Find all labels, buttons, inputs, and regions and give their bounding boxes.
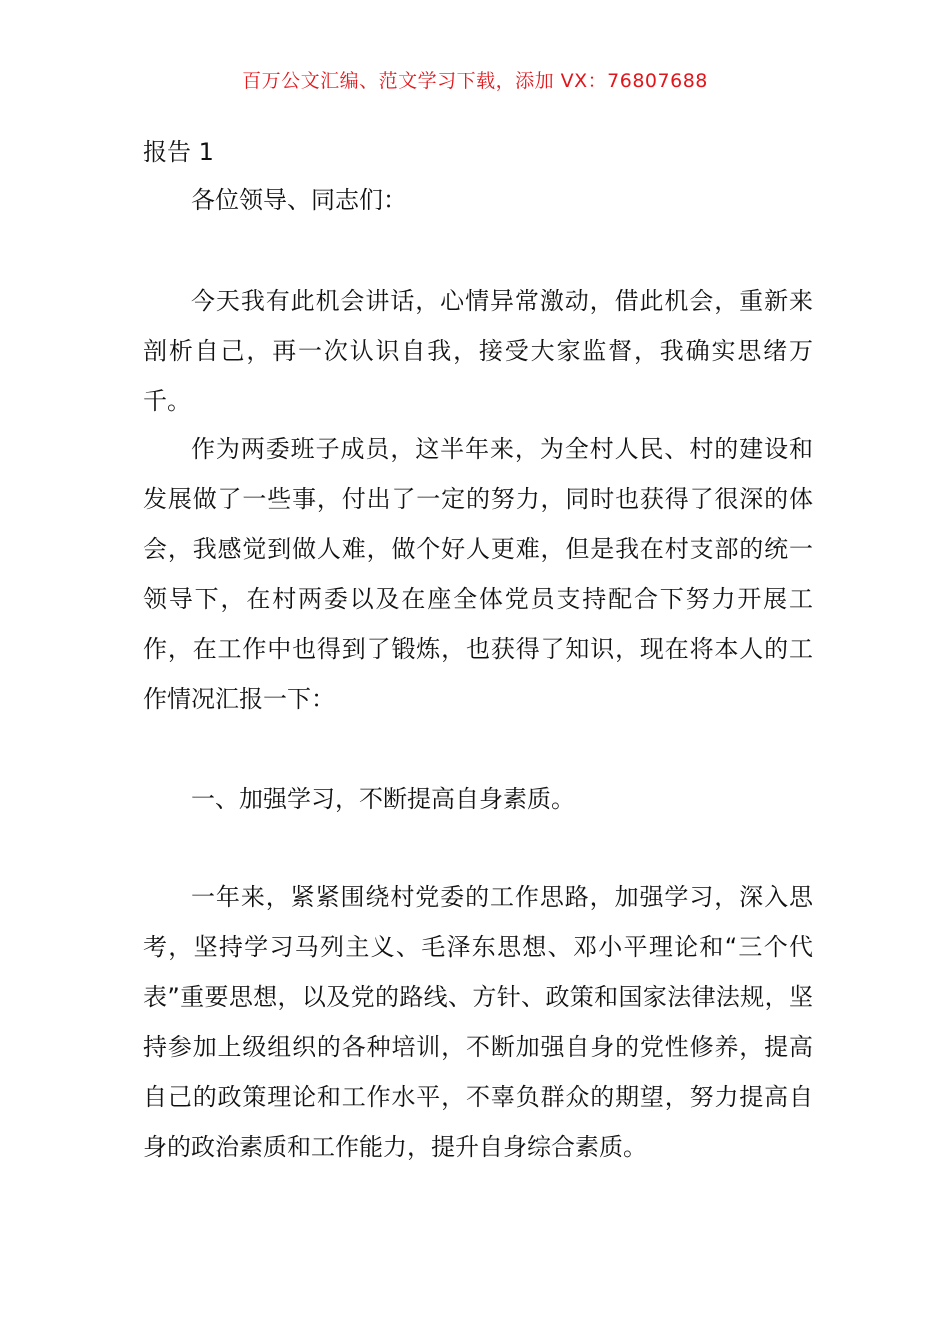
paragraph-work-summary: 作为两委班子成员，这半年来，为全村人民、村的建设和发展做了一些事，付出了一定的努力，同时也获得了很深的体会，我感觉到做人难，做个好人更难，但是我在村支部的统一领导下，在村两委以及在座全体党员支持配合下努力开展工作，在工作中也得到了锻炼，也获得了知识，现在将本人的工作情况汇报一下： — [143, 435, 813, 713]
section-heading-1: 一、加强学习，不断提高自身素质。 — [191, 785, 575, 813]
salutation: 各位领导、同志们： — [191, 186, 407, 214]
paragraph-study: 一年来，紧紧围绕村党委的工作思路，加强学习，深入思考，坚持学习马列主义、毛泽东思想、邓小平理论和“三个代表”重要思想，以及党的路线、方针、政策和国家法律法规，坚持参加上级组织的各种培训，不断加强自身的党性修养，提高自己的政策理论和工作水平，不辜负群众的期望，努力提高自身的政治素质和工作能力，提升自身综合素质。 — [143, 883, 813, 1161]
watermark-header: 百万公文汇编、范文学习下载，添加 VX：76807688 — [242, 70, 708, 92]
paragraph-intro: 今天我有此机会讲话，心情异常激动，借此机会，重新来剖析自己，再一次认识自我，接受大家监督，我确实思绪万千。 — [143, 287, 813, 415]
document-title: 报告 1 — [143, 138, 214, 166]
